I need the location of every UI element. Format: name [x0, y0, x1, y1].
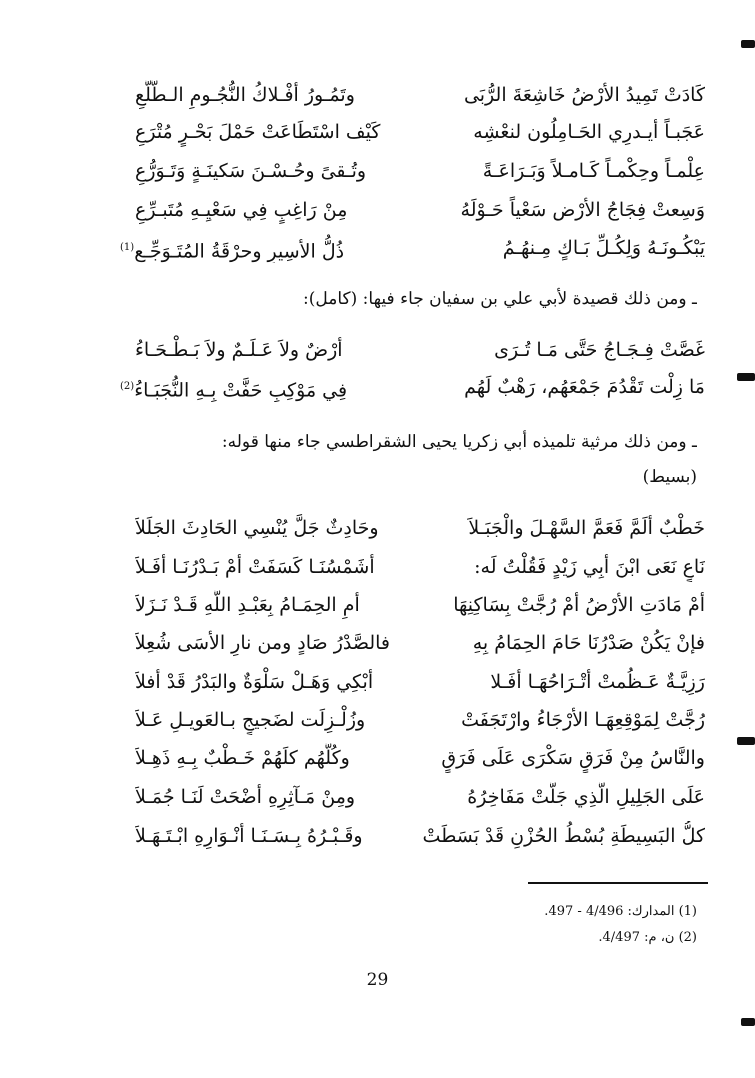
verse-left: مِنْ رَاغِبٍ فِي سَعْيِـهِ مُتَبـرِّعِ	[135, 199, 348, 221]
scan-mark	[737, 737, 755, 745]
verse-right: كَادَتْ تَمِيدُ الأرْضُ خَاشِعَةَ الرُّبَى	[463, 84, 705, 106]
verse-right: يَبْكُـونَـهُ وَلِكُـلِّ بَـاكٍ مِـنهُـمُ	[502, 237, 705, 259]
footnote: (2) ن، م: 4/497.	[598, 930, 697, 945]
verse-right: عَلَى الجَلِيلِ الَّذِي جَلَّتْ مَفَاخِرُهُ	[467, 786, 705, 808]
footnote-marker: (2)	[120, 381, 135, 392]
verse-right: كلُّ البَسِيطَةِ بُسْطُ الحُزْنِ قَدْ بَسَطَتْ	[422, 825, 705, 847]
verse-right: مَا زِلْت تَقْدُمَ جَمْعَهُم، رَهْبٌ لَهُم	[464, 376, 705, 398]
scan-mark	[737, 373, 755, 381]
verse-right: رُجَّتْ لِمَوْقِعِهَـا الأرْجَاءُ وارْتَجَفَتْ	[461, 709, 705, 731]
verse-left: أشَمْسُنَـا كَسَفَتْ أمْ بَـدْرُنَـا أفَـلاَ	[135, 556, 375, 578]
verse-right: خَطْبٌ ألَمَّ فَعَمَّ السَّهْـلَ والْجَبَـلاَ	[468, 517, 705, 539]
footnote-divider	[528, 882, 708, 884]
verse-right: نَاعٍ نَعَى ابْنَ أبِي زَيْدٍ فَقُلْتُ لَه:	[474, 556, 705, 578]
intro-paragraph: ـ ومن ذلك قصيدة لأبي علي بن سفيان جاء فيها: (كامل):	[303, 289, 697, 309]
verse-left: وحَادِثٌ جَلَّ يُنْسِي الحَادِثَ الجَلَلاَ	[135, 517, 379, 539]
verse-left: كَيْف اسْتَطَاعَتْ حَمْلَ بَحْـرٍ مُتْرَعِ	[135, 121, 381, 143]
verse-left: وتَمُـورُ أفْـلاكُ النُّجُـومِ الـطُّلَّعِ	[135, 84, 355, 106]
meter-label: (بسيط)	[642, 467, 697, 487]
verse-right: أمْ مَادَتِ الأرْضُ أمْ رُجَّتْ بِسَاكِنِهَا	[453, 594, 705, 616]
verse-left: فِي مَوْكِبٍ حَفَّتْ بِـهِ النُّجَبَـاءُ$^{(2)}$	[120, 379, 348, 402]
verse-right: وَسِعتْ فِجَاجُ الأرْض سَعْياً حَـوْلَهُ	[460, 199, 705, 221]
scan-mark	[741, 40, 755, 48]
page-number: 29	[366, 970, 389, 990]
verse-left: وقَـبْـرُهُ بِـسَـنَـا أنْـوَارِهِ ابْـتَـهَـلاَ	[135, 825, 363, 847]
verse-left: ذُلُّ الأسِيرِ وحرْقَةُ المُتَـوَجِّـعِ$^{(1)}$	[120, 240, 345, 263]
scan-mark	[741, 1018, 755, 1026]
verse-right: فإنْ يَكُنْ صَدْرُنَا حَامَ الحِمَامُ بِهِ	[472, 632, 705, 654]
verse-right: والنَّاسُ مِنْ فَرَقٍ سَكْرَى عَلَى فَرَقٍ	[441, 747, 705, 769]
footnote-marker: (1)	[120, 242, 135, 253]
verse-right: رَزِيَّـةٌ عَـظُمتْ أتْـرَاحُهَـا أفَـلا	[490, 671, 705, 693]
verse-left: وتُـقىً وحُـسْـنَ سَكينَـةٍ وَتَـوَرُّعِ	[135, 160, 367, 182]
verse-right: غَصَّتْ فِـجَـاجُ حَتَّى مَـا تُـرَى	[494, 339, 705, 361]
verse-left: أبْكِي وَهَـلْ سَلْوَةٌ والبَدْرُ قَدْ أفلاَ	[135, 671, 374, 693]
verse-left: وزُلْـزِلَت لضَجيجٍ بـالعَويـلِ عَـلاَ	[135, 709, 366, 731]
verse-right: عِلْمـاً وحِكْمـاً كَـامـلاً وَبَـرَاعَـةً	[482, 160, 705, 182]
verse-left: فالصَّدْرُ صَادٍ ومن نارِ الأسَى شُعِلاَ	[135, 632, 390, 654]
verse-right: عَجَبـاً أيـدرِي الحَـامِلُون لنعْشِه	[473, 121, 705, 143]
verse-left: وكُلُّهُم كلَهُمْ خَـطْبٌ بِـهِ ذَهِـلاَ	[135, 747, 350, 769]
intro-paragraph: ـ ومن ذلك مرثية تلميذه أبي زكريا يحيى الشقراطسي جاء منها قوله:	[221, 432, 697, 452]
verse-left: ومِنْ مَـآثِرِهِ أضْحَتْ لَنَـا جُمَـلاَ	[135, 786, 356, 808]
verse-left: أرْضٌ ولاَ عَـلَـمٌ ولاَ بَـطْـحَـاءُ	[135, 339, 343, 361]
footnote: (1) المدارك: 4/496 - 497.	[544, 904, 697, 919]
verse-left: أمِ الحِمَـامُ بِعَبْـدِ اللَّهِ قَـدْ نَـزَلاَ	[135, 594, 360, 616]
